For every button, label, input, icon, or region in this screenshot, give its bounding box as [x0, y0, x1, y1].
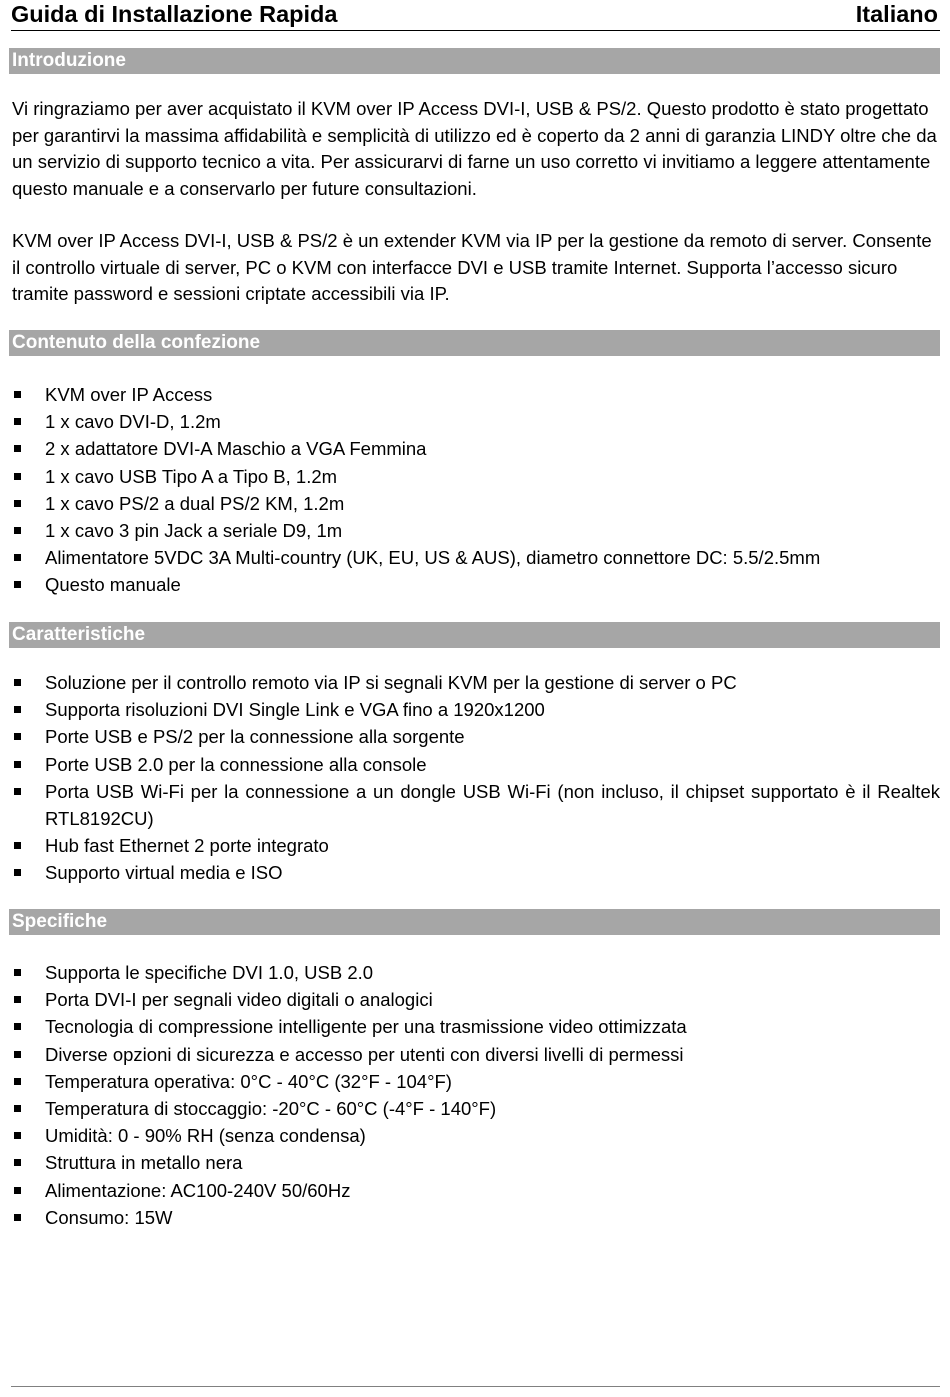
list-item: [12, 696, 940, 723]
bullet-square-icon: [14, 1132, 21, 1139]
bullet-square-icon: [14, 761, 21, 768]
list-item-text: KVM over IP Access: [45, 384, 213, 405]
bullet-square-icon: [14, 869, 21, 876]
list-item-text: 2 x adattatore DVI-A Maschio a VGA Femmina: [45, 438, 427, 460]
section-heading-intro: [9, 48, 940, 74]
list-item: [12, 544, 940, 571]
bullet-square-icon: [14, 1023, 21, 1030]
list-item-text: 1 x cavo PS/2 a dual PS/2 KM, 1.2m: [45, 492, 345, 514]
bullet-square-icon: [14, 842, 21, 849]
list-item-text: Umidità: 0 - 90% RH (senza condensa): [45, 1125, 366, 1147]
bullet-square-icon: [14, 1105, 21, 1112]
list-item: [12, 463, 940, 490]
list-item-text: Porte USB 2.0 per la connessione alla console: [45, 753, 427, 775]
list-item: [12, 1041, 940, 1068]
list-item: [12, 778, 940, 832]
list-item-text: Consumo: 15W: [45, 1206, 173, 1228]
list-item: [12, 381, 940, 408]
list-item-text: Temperatura operativa: 0°C - 40°C (32°F - 104°F): [45, 1070, 452, 1092]
list-item-text: Hub fast Ethernet 2 porte integrato: [45, 835, 329, 857]
bullet-square-icon: [14, 1078, 21, 1085]
list-item-text: Porta USB Wi-Fi per la connessione a un dongle USB Wi-Fi (non incluso, il chipset supportato è il Realtek RTL8192CU): [45, 780, 940, 830]
section-heading-text: Contenuto della confezione: [12, 332, 261, 353]
bullet-square-icon: [14, 788, 21, 795]
list-item-text: Questo manuale: [45, 574, 181, 596]
bullet-square-icon: [14, 473, 21, 480]
list-item: [12, 490, 940, 517]
section-heading-text: Specifiche: [12, 911, 108, 932]
section-heading-specs: [9, 909, 940, 935]
section-heading-features: [9, 622, 940, 648]
list-item: [12, 959, 940, 986]
list-item: [12, 408, 940, 435]
bullet-square-icon: [14, 391, 21, 398]
list-item: [12, 723, 940, 750]
bullet-square-icon: [14, 1051, 21, 1058]
list-item: [12, 571, 940, 598]
document-title: Guida di Installazione Rapida: [11, 1, 338, 27]
bullet-square-icon: [14, 996, 21, 1003]
list-item-text: 1 x cavo USB Tipo A a Tipo B, 1.2m: [45, 465, 338, 487]
footer-divider: [11, 1386, 940, 1387]
bullet-square-icon: [14, 1187, 21, 1194]
list-item-text: Struttura in metallo nera: [45, 1152, 243, 1174]
section-heading-contents: [9, 330, 940, 356]
list-item-text: Alimentatore 5VDC 3A Multi-country (UK, EU, US & AUS), diametro connettore DC: 5.5/2.5mm: [45, 547, 821, 569]
list-item: [12, 1013, 940, 1040]
list-item: [12, 1177, 940, 1204]
list-item-text: Porta DVI-I per segnali video digitali o analogici: [45, 989, 433, 1011]
list-item-text: 1 x cavo 3 pin Jack a seriale D9, 1m: [45, 520, 343, 542]
features-list: [12, 669, 940, 887]
contents-list: [12, 381, 940, 599]
bullet-square-icon: [14, 733, 21, 740]
list-item-text: Supporta risoluzioni DVI Single Link e VGA fino a 1920x1200: [45, 699, 545, 721]
list-item: [12, 435, 940, 462]
bullet-square-icon: [14, 581, 21, 588]
list-item-text: 1 x cavo DVI-D, 1.2m: [45, 411, 221, 433]
list-item: [12, 1068, 940, 1095]
bullet-square-icon: [14, 1159, 21, 1166]
list-item-text: Diverse opzioni di sicurezza e accesso per utenti con diversi livelli di permessi: [45, 1043, 684, 1065]
bullet-square-icon: [14, 554, 21, 561]
list-item-text: Porte USB e PS/2 per la connessione alla sorgente: [45, 726, 465, 748]
intro-paragraph: KVM over IP Access DVI-I, USB & PS/2 è un extender KVM via IP per la gestione da remoto di server. Consente il controllo virtuale di server, PC o KVM con interfacce DVI e USB tramite Internet. Supporta l’accesso sicuro tramite password e sessioni criptate accessibili via IP.: [12, 230, 932, 304]
specs-list: [12, 959, 940, 1231]
list-item: [12, 986, 940, 1013]
bullet-square-icon: [14, 418, 21, 425]
list-item-text: Temperatura di stoccaggio: -20°C - 60°C (-4°F - 140°F): [45, 1098, 497, 1120]
list-item-text: Soluzione per il controllo remoto via IP si segnali KVM per la gestione di server o PC: [45, 672, 737, 693]
list-item-text: Supporta le specifiche DVI 1.0, USB 2.0: [45, 962, 374, 983]
page-header: [11, 0, 940, 31]
list-item: [12, 1095, 940, 1122]
bullet-square-icon: [14, 445, 21, 452]
list-item: [12, 1204, 940, 1231]
bullet-square-icon: [14, 679, 21, 686]
list-item: [12, 859, 940, 886]
list-item: [12, 1149, 940, 1176]
list-item: [12, 751, 940, 778]
language-label: Italiano: [855, 1, 938, 27]
list-item-text: Tecnologia di compressione intelligente per una trasmissione video ottimizzata: [45, 1016, 687, 1038]
section-heading-text: Caratteristiche: [12, 624, 146, 645]
list-item: [12, 1122, 940, 1149]
list-item-text: Alimentazione: AC100-240V 50/60Hz: [45, 1179, 351, 1201]
list-item: [12, 669, 940, 696]
bullet-square-icon: [14, 706, 21, 713]
bullet-square-icon: [14, 969, 21, 976]
list-item: [12, 832, 940, 859]
section-heading-text: Introduzione: [12, 50, 126, 71]
bullet-square-icon: [14, 1214, 21, 1221]
intro-paragraph: Vi ringraziamo per aver acquistato il KVM over IP Access DVI-I, USB & PS/2. Questo prodotto è stato progettato per garantirvi la massima affidabilità e semplicità di utilizzo ed è coperto da 2 anni di garanzia LINDY oltre che da un servizio di supporto tecnico a vita. Per assicurarvi di farne un uso corretto vi invitiamo a leggere attentamente questo manuale e a conservarlo per future consultazioni.: [12, 98, 937, 199]
list-item: [12, 517, 940, 544]
bullet-square-icon: [14, 500, 21, 507]
bullet-square-icon: [14, 527, 21, 534]
list-item-text: Supporto virtual media e ISO: [45, 862, 283, 884]
